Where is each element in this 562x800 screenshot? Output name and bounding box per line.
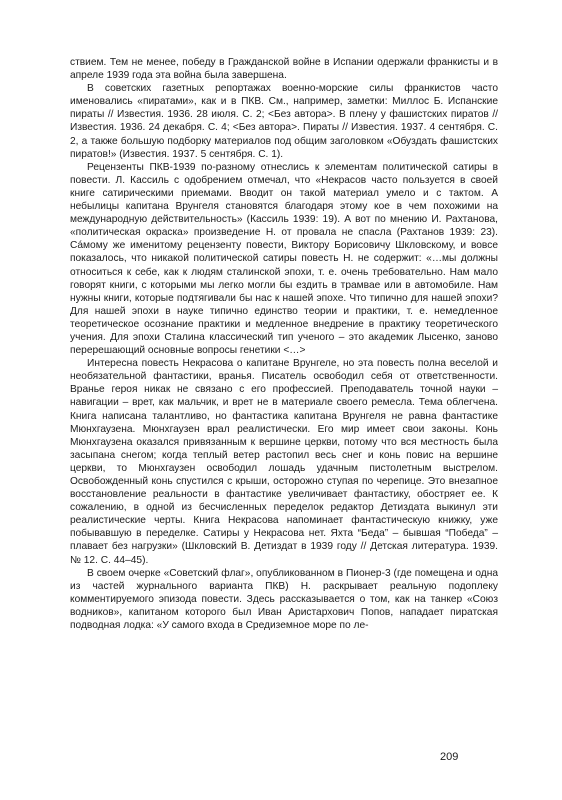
paragraph-4: Интересна повесть Некрасова о капитане Врунгеле, но эта повесть полна веселой и необязательной фантастики, вранья. Писатель освободил себя от ответственности. Вранье героя никак не связано с его профессией. Преподаватель точной науки – навигации – врет, как мальчик, и врет не в материале своего ремесла. Тема облегчена. Книга написана талантливо, но фантастика капитана Врунгеля не равна фантастике Мюнхгаузена. Мюнхгаузен врал реалистически. Его мир имеет свои законы. Конь Мюнхгаузена оказался привязанным к вершине церкви, потому что вся местность была засыпана снегом; когда теплый ветер растопил весь снег и конь повис на вершине церкви, то Мюнхгаузен освободил лошадь удачным пистолетным выстрелом. Освобожденный конь спустился с крыши, осторожно ступая по черепице. Это внезапное восстановление реальности в фантастике увеличивает фантастику, обостряет ее. К сожалению, в одной из бесчисленных переделок редактор Детиздата выкинул эти реалистические черты. Книга Некрасова напоминает фантастическую книжку, уже побывавшую в переделке. Сатиры у Некрасова нет. Яхта “Беда” – бывшая “Победа” – плавает без нагрузки» (Шкловский В. Детиздат в 1939 году // Детская литература. 1939. № 12. С. 44–45). xyxy=(70,358,498,566)
page-body xyxy=(70,56,498,632)
paragraph-2: В советских газетных репортажах военно-морские силы франкистов часто именовались «пиратами», как и в ПКВ. См., например, заметки: Миллос Б. Испанские пираты // Известия. 1936. 28 июля. С. 2; <Без автора>. В плену у фашистских пиратов // Известия. 1936. 24 декабря. С. 4; <Без автора>. Пираты // Известия. 1937. 4 сентября. С. 2, а также большую подборку материалов под общим заголовком «Обуздать фашистских пиратов!» (Известия. 1937. 5 сентября. С. 1). xyxy=(70,83,498,160)
paragraph-1: ствием. Тем не менее, победу в Гражданской войне в Испании одержали франкисты и в апреле 1939 года эта война была завершена. xyxy=(70,57,498,82)
paragraph-5: В своем очерке «Советский флаг», опубликованном в Пионер-3 (где помещена и одна из частей журнального варианта ПКВ) Н. раскрывает реальную подоплеку комментируемого эпизода повести. Здесь рассказывается о том, как на танкер «Союз водников», капитаном которого был Иван Аристархович Попов, нападает пиратская подводная лодка: «У самого входа в Средиземное море по ле- xyxy=(70,567,498,632)
paragraph-3: Рецензенты ПКВ-1939 по-разному отнеслись к элементам политической сатиры в повести. Л. Кассиль с одобрением отмечал, что «Некрасов часто пользуется в своей книге сатирическими приемами. Вводит он такой материал умело и с тактом. А небылицы капитана Врунгеля становятся благодаря этому кое в чем похожими на международную действительность» (Кассиль 1939: 19). А вот по мнению И. Рахтанова, «политическая окраска» произведение Н. от провала не спасла (Рахтанов 1939: 23). Сáмому же именитому рецензенту повести, Виктору Борисовичу Шкловскому, и вовсе показалось, что никакой политической сатиры повесть Н. не содержит: «…мы должны относиться к себе, как к людям сталинской эпохи, т. е. очень требовательно. Нам мало говорят книги, с которыми мы легко могли бы ездить в трамвае или в автомобиле. Нам нужны книги, которые подтягивали бы нас к нашей эпохе. Что типично для нашей эпохи? Для нашей эпохи в науке типично единство теории и практики, т. е. немедленное теоретическое осознание практики и медленное внедрение в практику теоретического учения. Для эпохи Сталина классический тип ученого – это академик Лысенко, заново перерешающий основные вопросы генетики <…> xyxy=(70,161,498,357)
page-number: 209 xyxy=(440,751,459,763)
